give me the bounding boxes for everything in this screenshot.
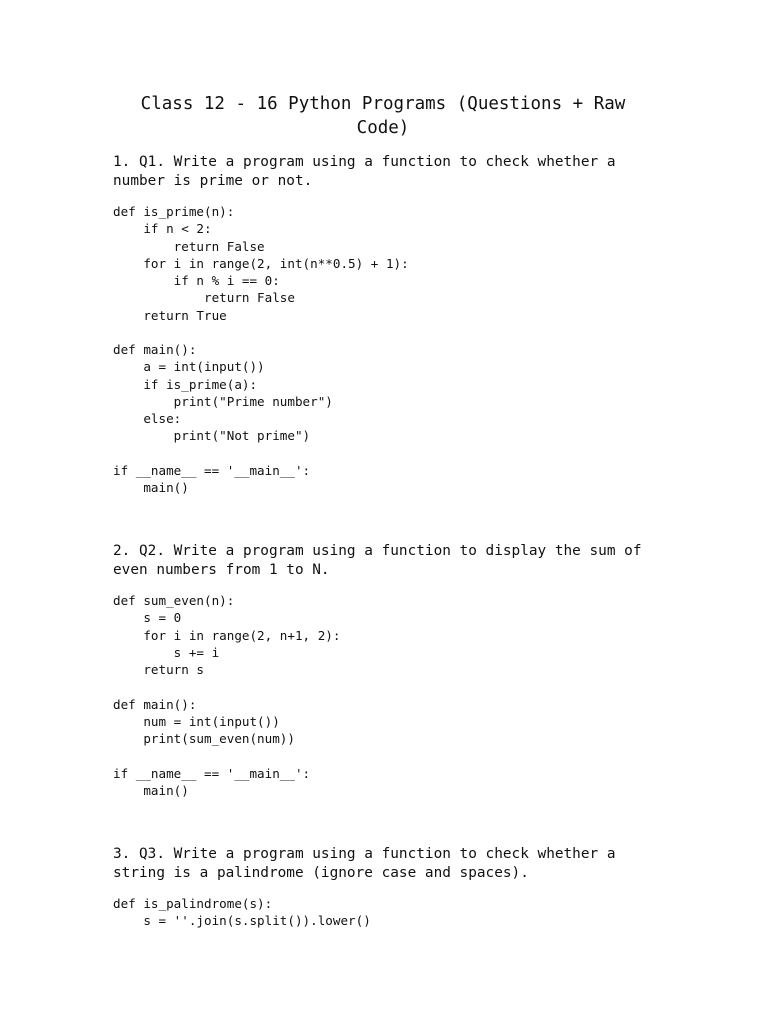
question-1-code: def is_prime(n): if n < 2: return False for i in range(2, int(n**0.5) + 1): if n % i == 0: return False return True def main(): a = int(input()) if is_prime(a): print("Prime number") else: print("Not prime") if __name__ == '__main__': main()	[113, 204, 409, 495]
question-2-code: def sum_even(n): s = 0 for i in range(2, n+1, 2): s += i return s def main(): num = int(input()) print(sum_even(num)) if __name__ == '__main__': main()	[113, 593, 341, 798]
question-1-text: 1. Q1. Write a program using a function to check whether a number is prime or not.	[113, 154, 625, 189]
question-3-code: def is_palindrome(s): s = ''.join(s.split()).lower()	[113, 896, 371, 929]
question-3-text: 3. Q3. Write a program using a function to check whether a string is a palindrome (ignore case and spaces).	[113, 846, 625, 881]
question-2-text: 2. Q2. Write a program using a function to display the sum of even numbers from 1 to N.	[113, 543, 651, 578]
document-title: Class 12 - 16 Python Programs (Questions + Raw Code)	[140, 94, 636, 138]
